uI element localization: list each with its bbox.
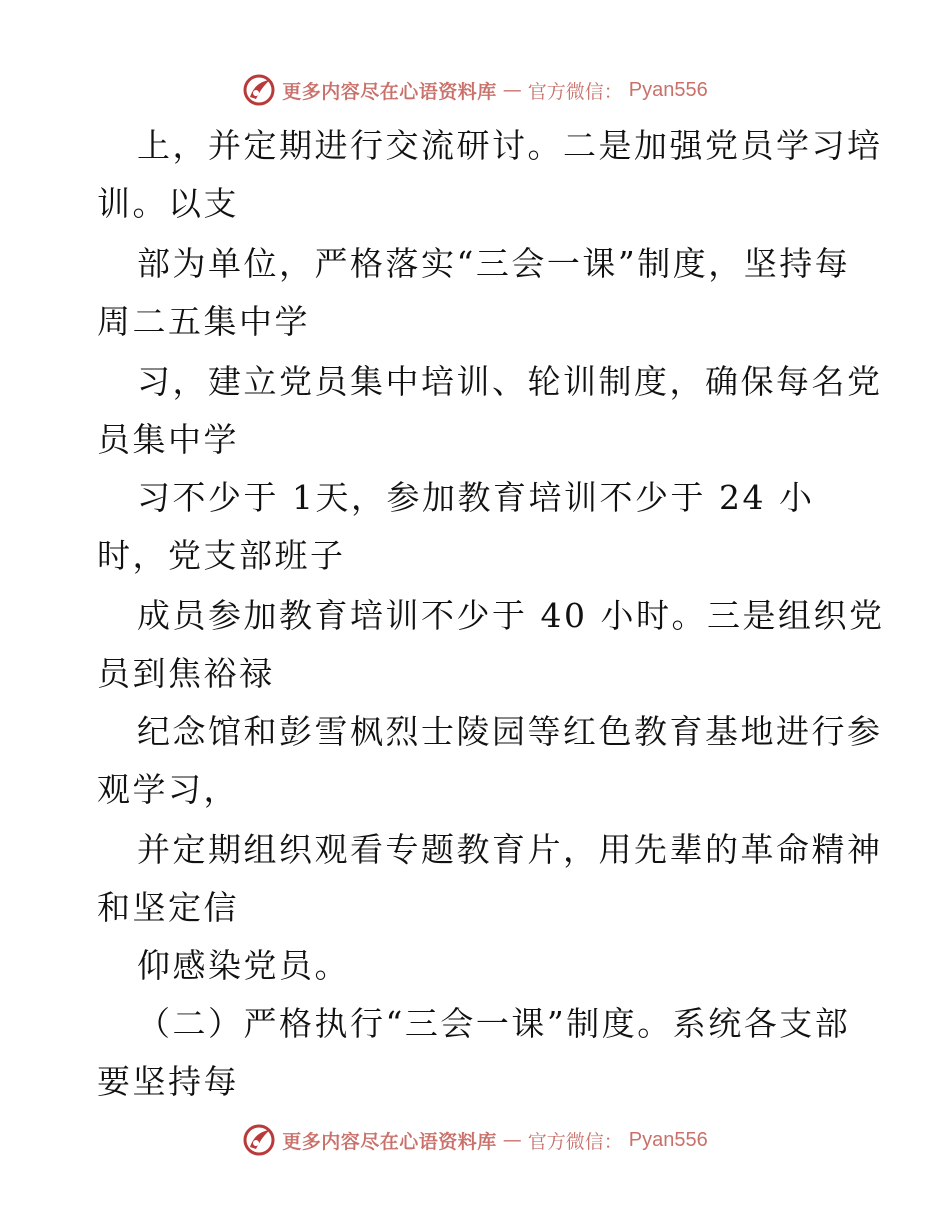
body-line: 周二五集中学 [97,302,310,341]
body-line: 纪念馆和彭雪枫烈士陵园等红色教育基地进行参 [137,712,883,751]
body-line: 观学习， [97,770,239,809]
body-line: 成员参加教育培训不少于 40 小时。三是组织党 [137,596,885,635]
body-line: 和坚定信 [97,888,239,927]
footer-banner [0,1120,950,1160]
banner-wechat-id: Pyan556 [628,1128,708,1151]
body-line: 部为单位，严格落实“三会一课”制度，坚持每 [137,244,851,283]
body-line: 训。以支 [97,184,239,223]
banner-wechat-id: Pyan556 [628,78,708,101]
banner-wechat-label: 官方微信： [527,1130,623,1153]
body-line: 习，建立党员集中培训、轮训制度，确保每名党 [137,362,883,401]
body-line: 上，并定期进行交流研讨。二是加强党员学习培 [137,126,883,165]
body-line: 习不少于 1天，参加教育培训不少于 24 小 [137,478,815,517]
body-line: （二）严格执行“三会一课”制度。系统各支部 [137,1004,851,1043]
banner-separator: — [502,1129,522,1151]
body-line: 员到焦裕禄 [97,654,275,693]
banner-slogan: 更多内容尽在心语资料库 [282,1130,497,1153]
banner-wechat-label: 官方微信： [527,80,623,103]
body-line: 时，党支部班子 [97,536,346,575]
logo-icon [242,1123,276,1157]
body-line: 要坚持每 [97,1062,239,1101]
banner-separator: — [502,79,522,101]
body-line: 并定期组织观看专题教育片，用先辈的革命精神 [137,830,883,869]
header-banner [0,70,950,110]
banner-slogan: 更多内容尽在心语资料库 [282,80,497,103]
body-line: 员集中学 [97,420,239,459]
logo-icon [242,73,276,107]
body-line: 仰感染党员。 [137,946,350,985]
